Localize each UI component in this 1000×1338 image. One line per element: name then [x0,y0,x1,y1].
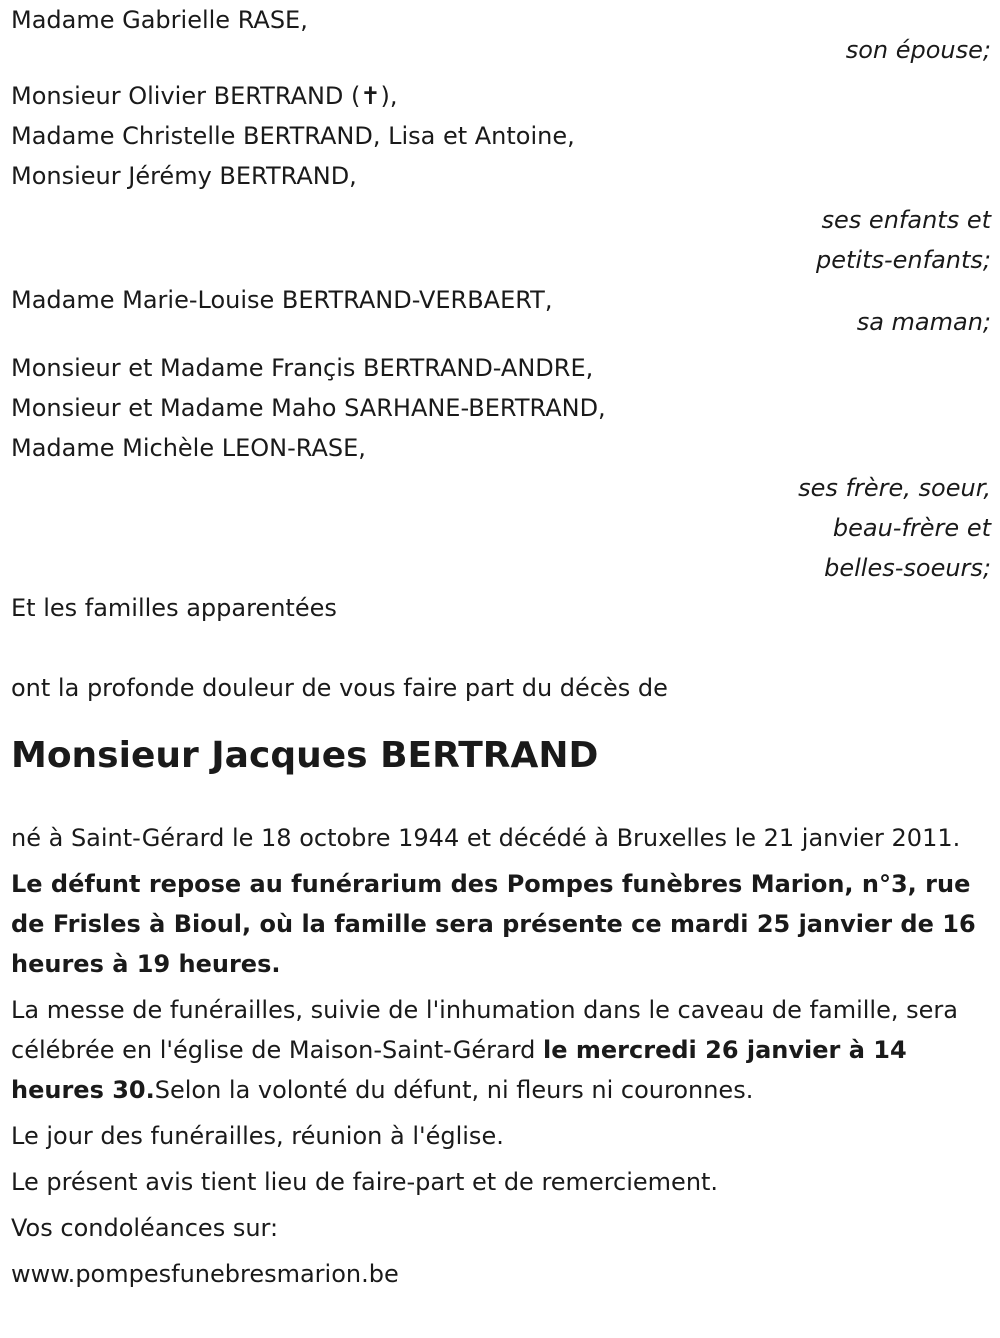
mass-date-time: le mercredi 26 janvier à 14 heures 30. [11,1036,907,1104]
relation-label: ses frère, soeur, [798,474,991,502]
condolences-label: Vos condoléances sur: [11,1214,279,1242]
family-member-name: Monsieur Jérémy BERTRAND, [11,162,357,190]
birth-death-paragraph: né à Saint-Gérard le 18 octobre 1944 et décédé à Bruxelles le 21 janvier 2011. [11,824,961,852]
relation-label: petits-enfants; [816,246,991,274]
website-link[interactable]: www.pompesfunebresmarion.be [11,1260,399,1288]
siblings-section [11,348,991,588]
meeting-paragraph: Le jour des funérailles, réunion à l'église. [11,1122,504,1150]
relation-label: beau-frère et [832,514,991,542]
family-member-name: Monsieur et Madame Françis BERTRAND-ANDRE, [11,354,594,382]
mother-section [11,280,991,342]
family-member-name: Madame Michèle LEON-RASE, [11,434,366,462]
cross-icon: ✝ [360,82,381,110]
mass-text-start: La messe de funérailles, suivie de l'inhumation dans le caveau de famille, sera célébrée en l'église de Maison-Saint-Gérard [11,996,958,1064]
deceased-suffix: ), [380,82,398,110]
spouse-section [11,0,991,70]
notice-paragraph: Le présent avis tient lieu de faire-part et de remerciement. [11,1168,719,1196]
announcement-text: ont la profonde douleur de vous faire part du décès de [11,674,668,702]
obituary-document [11,0,991,1294]
family-member-name-text: Monsieur Olivier BERTRAND ( [11,82,361,110]
family-member-name: Madame Christelle BERTRAND, Lisa et Antoine, [11,122,575,150]
family-member-name [11,76,991,116]
relation-label: belles-soeurs; [824,554,991,582]
mass-text-end: Selon la volonté du défunt, ni fleurs ni couronnes. [154,1076,754,1104]
relation-label: son épouse; [845,36,991,64]
relatives-line: Et les familles apparentées [11,594,337,622]
family-member-name: Monsieur et Madame Maho SARHANE-BERTRAND, [11,394,606,422]
family-member-name: Madame Marie-Louise BERTRAND-VERBAERT, [11,286,553,314]
relation-label: ses enfants et [821,206,991,234]
family-member-name: Madame Gabrielle RASE, [11,6,308,34]
funeral-home-paragraph: Le défunt repose au funérarium des Pompes funèbres Marion, n°3, rue de Frisles à Bioul, où la famille sera présente ce mardi 25 janvier de 16 heures à 19 heures. [11,870,976,978]
relation-label: sa maman; [856,308,991,336]
children-section [11,76,991,280]
deceased-name-heading: Monsieur Jacques BERTRAND [11,735,599,776]
mass-paragraph [11,990,991,1110]
